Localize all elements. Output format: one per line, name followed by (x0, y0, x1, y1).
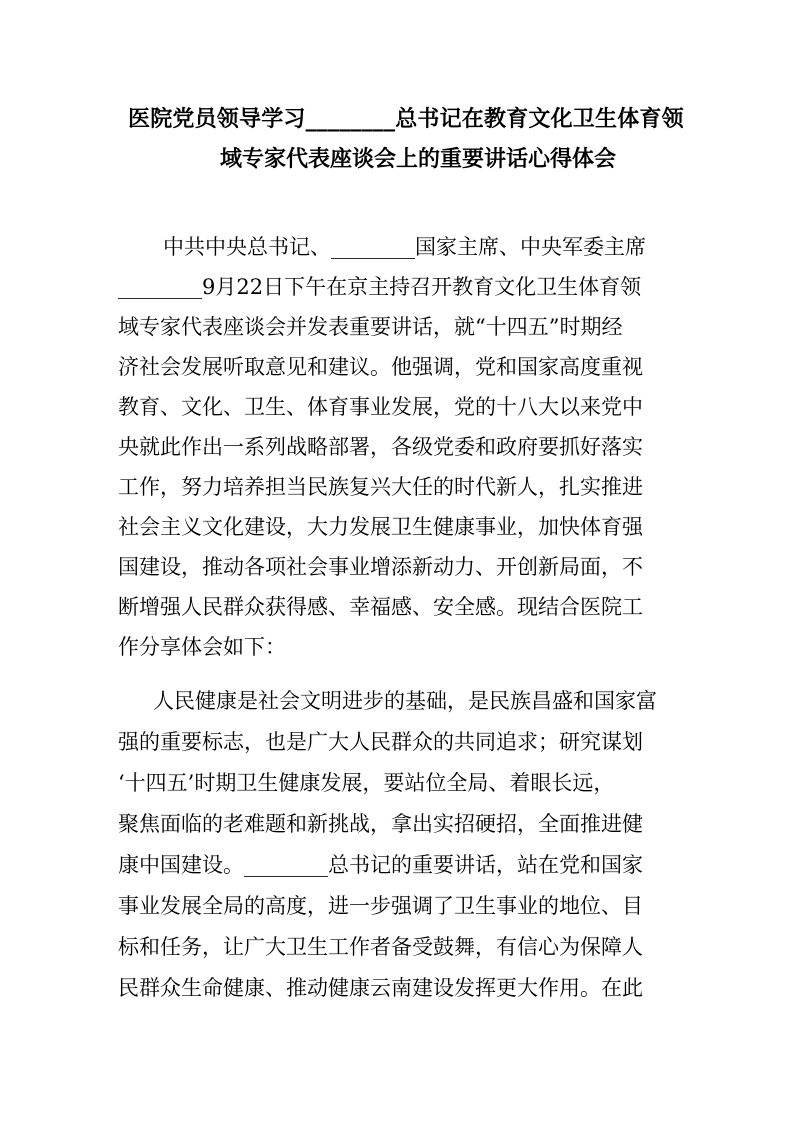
paragraph-1-line: 断增强人民群众获得感、幸福感、安全感。现结合医院工 (118, 595, 643, 619)
paragraph-2-line: 事业发展全局的高度，进一步强调了卫生事业的地位、目 (118, 894, 643, 918)
paragraph-2-line: 康中国建设。________总书记的重要讲话，站在党和国家 (118, 853, 643, 877)
paragraph-1-line: 济社会发展听取意见和建议。他强调，党和国家高度重视 (118, 355, 643, 379)
paragraph-1-line: 作分享体会如下： (118, 635, 286, 659)
paragraph-2-line: ‘十四五’时期卫生健康发展，要站位全局、着眼长远， (118, 771, 615, 795)
title-line-2: 域专家代表座谈会上的重要讲话心得体会 (220, 146, 617, 172)
paragraph-1-line: 教育、文化、卫生、体育事业发展，党的十八大以来党中 (118, 395, 643, 419)
paragraph-1-line: ________9月22日下午在京主持召开教育文化卫生体育领 (118, 275, 642, 299)
paragraph-1-line: 域专家代表座谈会并发表重要讲话，就“十四五”时期经 (118, 315, 623, 339)
paragraph-2-line: 强的重要标志，也是广大人民群众的共同追求；研究谋划 (118, 730, 643, 754)
paragraph-2-line: 民群众生命健康、推动健康云南建设发挥更大作用。在此 (118, 976, 643, 1000)
paragraph-2-line: 聚焦面临的老难题和新挑战，拿出实招硬招，全面推进健 (118, 812, 643, 836)
paragraph-2-line: 人民健康是社会文明进步的基础，是民族昌盛和国家富 (153, 689, 657, 713)
paragraph-1-line: 中共中央总书记、________国家主席、中央军委主席 (163, 235, 646, 259)
paragraph-1-line: 央就此作出一系列战略部署，各级党委和政府要抓好落实 (118, 435, 643, 459)
paragraph-2-line: 标和任务，让广大卫生工作者备受鼓舞，有信心为保障人 (118, 935, 643, 959)
paragraph-1-line: 工作，努力培养担当民族复兴大任的时代新人，扎实推进 (118, 475, 643, 499)
paragraph-1-line: 国建设，推动各项社会事业增添新动力、开创新局面，不 (118, 555, 643, 579)
paragraph-1-line: 社会主义文化建设，大力发展卫生健康事业，加快体育强 (118, 515, 643, 539)
title-line-1: 医院党员领导学习________总书记在教育文化卫生体育领 (128, 106, 684, 132)
